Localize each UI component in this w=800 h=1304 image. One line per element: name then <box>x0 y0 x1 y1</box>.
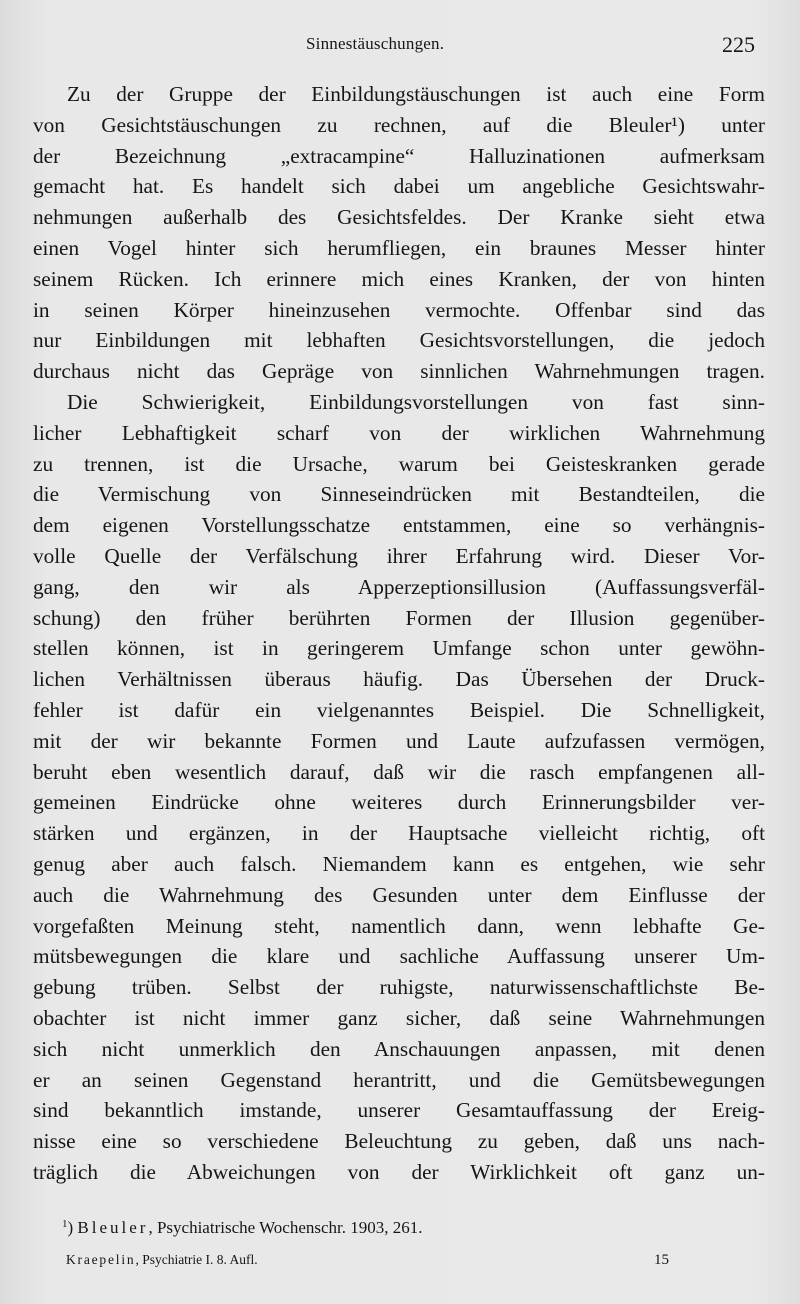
text-line: auch die Wahrnehmung des Gesunden unter dem Einflusse der <box>33 882 765 907</box>
signature-author: Kraepelin <box>66 1252 136 1267</box>
text-line: einen Vogel hinter sich herumfliegen, ein braunes Messer hinter <box>33 235 765 260</box>
running-head <box>0 30 800 66</box>
footnote-citation: , Psychiatrische Wochenschr. 1903, 261. <box>148 1218 423 1237</box>
text-line: lichen Verhältnissen überaus häufig. Das Übersehen der Druck- <box>33 667 765 692</box>
text-line: Die Schwierigkeit, Einbildungsvorstellungen von fast sinn- <box>67 389 765 414</box>
footnote <box>62 1218 423 1238</box>
text-line: stärken und ergänzen, in der Hauptsache vielleicht richtig, oft <box>33 821 765 846</box>
text-line: mütsbewegungen die klare und sachliche Auffassung unserer Um- <box>33 944 765 969</box>
text-line: genug aber auch falsch. Niemandem kann es entgehen, wie sehr <box>33 851 765 876</box>
text-line: gemacht hat. Es handelt sich dabei um angebliche Gesichtswahr- <box>33 174 765 199</box>
footnote-marker-close: ) <box>67 1218 74 1237</box>
text-line: dem eigenen Vorstellungsschatze entstammen, eine so verhängnis- <box>33 513 765 538</box>
sheet-number: 15 <box>654 1252 669 1268</box>
text-line: seinem Rücken. Ich erinnere mich eines Kranken, der von hinten <box>33 266 765 291</box>
text-line: schung) den früher berührten Formen der Illusion gegenüber- <box>33 605 765 630</box>
footnote-author: Bleuler <box>77 1218 149 1237</box>
text-line: nur Einbildungen mit lebhaften Gesichtsvorstellungen, die jedoch <box>33 328 765 353</box>
running-title: Sinnestäuschungen. <box>306 34 445 53</box>
text-line: stellen können, ist in geringerem Umfange schon unter gewöhn- <box>33 636 765 661</box>
text-line: zu trennen, ist die Ursache, warum bei Geisteskranken gerade <box>33 451 765 476</box>
text-line: licher Lebhaftigkeit scharf von der wirklichen Wahrnehmung <box>33 420 765 445</box>
text-line: obachter ist nicht immer ganz sicher, daß seine Wahrnehmungen <box>33 1005 765 1030</box>
text-line: nisse eine so verschiedene Beleuchtung zu geben, daß uns nach- <box>33 1129 765 1154</box>
text-line: nehmungen außerhalb des Gesichtsfeldes. Der Kranke sieht etwa <box>33 205 765 230</box>
text-line: der Bezeichnung „extracampine“ Halluzinationen aufmerksam <box>33 143 765 168</box>
signature-text: , Psychiatrie I. 8. Aufl. <box>135 1252 258 1267</box>
text-line: gang, den wir als Apperzeptionsillusion (Auffassungsverfäl- <box>33 574 765 599</box>
text-line: beruht eben wesentlich darauf, daß wir die rasch empfangenen all- <box>33 759 765 784</box>
text-line: vorgefaßten Meinung steht, namentlich dann, wenn lebhafte Ge- <box>33 913 765 938</box>
page-number: 225 <box>722 32 755 57</box>
text-line: fehler ist dafür ein vielgenanntes Beispiel. Die Schnelligkeit, <box>33 697 765 722</box>
text-line: gebung trüben. Selbst der ruhigste, naturwissenschaftlichste Be- <box>33 975 765 1000</box>
text-line: die Vermischung von Sinneseindrücken mit Bestandteilen, die <box>33 482 765 507</box>
text-line: durchaus nicht das Gepräge von sinnlichen Wahrnehmungen tragen. <box>33 359 765 384</box>
body-text <box>33 79 765 1188</box>
text-line: mit der wir bekannte Formen und Laute aufzufassen vermögen, <box>33 728 765 753</box>
text-line: Zu der Gruppe der Einbildungstäuschungen ist auch eine Form <box>67 82 765 106</box>
text-line: sind bekanntlich imstande, unserer Gesamtauffassung der Ereig- <box>33 1098 765 1123</box>
text-line: in seinen Körper hineinzusehen vermochte. Offenbar sind das <box>33 297 765 322</box>
signature-line <box>66 1252 686 1274</box>
signature-title <box>66 1252 258 1268</box>
text-line: er an seinen Gegenstand herantritt, und die Gemütsbewegungen <box>33 1067 765 1092</box>
text-line: von Gesichtstäuschungen zu rechnen, auf die Bleuler¹) unter <box>33 112 765 137</box>
text-line: träglich die Abweichungen von der Wirklichkeit oft ganz un- <box>33 1159 765 1184</box>
footnote-marker: 1 <box>62 1218 68 1230</box>
text-line: sich nicht unmerklich den Anschauungen anpassen, mit denen <box>33 1036 765 1061</box>
text-line: gemeinen Eindrücke ohne weiteres durch Erinnerungsbilder ver- <box>33 790 765 815</box>
text-line: volle Quelle der Verfälschung ihrer Erfahrung wird. Dieser Vor- <box>33 543 765 568</box>
